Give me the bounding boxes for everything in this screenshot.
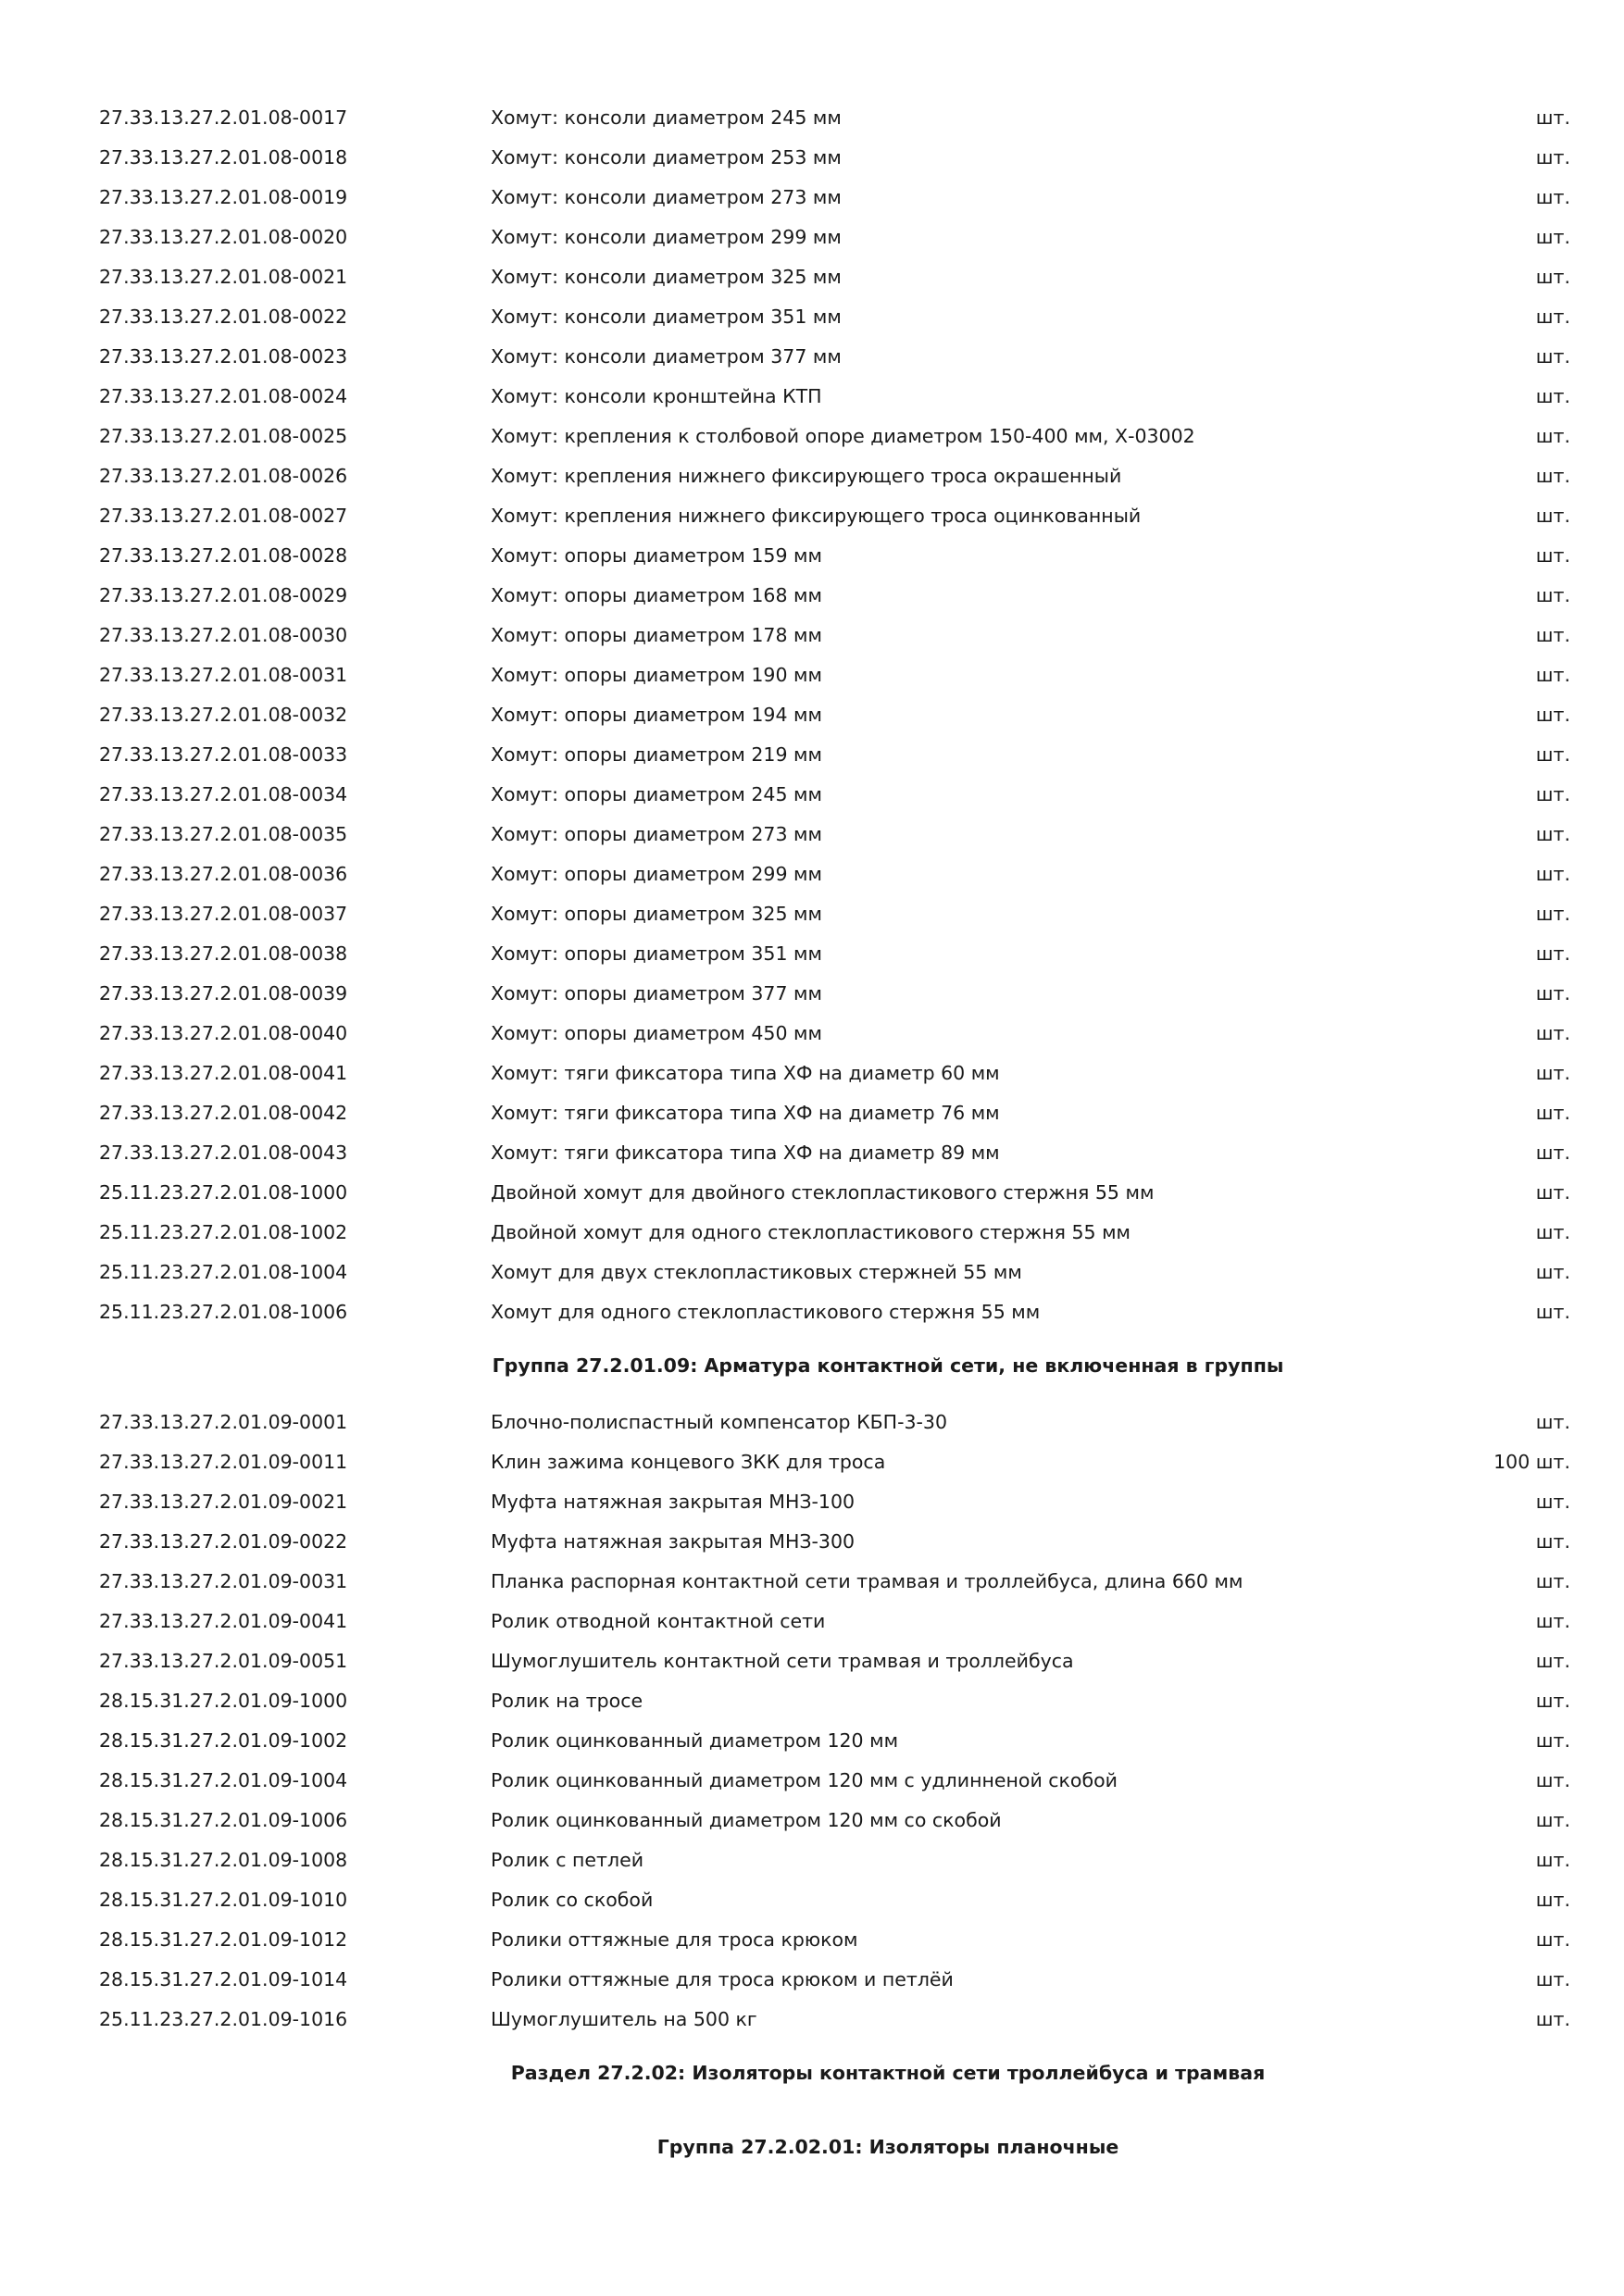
item-list-group-27-2-01-09	[0, 1403, 1624, 2040]
item-code: 27.33.13.27.2.01.09-0021	[99, 1491, 348, 1513]
item-code: 25.11.23.27.2.01.08-1004	[99, 1261, 348, 1283]
table-row	[0, 815, 1624, 855]
item-name: Ролик со скобой	[491, 1889, 654, 1911]
table-row	[0, 218, 1624, 257]
item-code: 27.33.13.27.2.01.09-0022	[99, 1530, 348, 1553]
item-code: 27.33.13.27.2.01.08-0038	[99, 942, 348, 965]
item-code: 27.33.13.27.2.01.08-0034	[99, 783, 348, 805]
item-name: Хомут: крепления нижнего фиксирующего троса окрашенный	[491, 465, 1122, 487]
table-row	[0, 2000, 1624, 2040]
table-row	[0, 735, 1624, 775]
item-code: 27.33.13.27.2.01.08-0032	[99, 704, 348, 726]
item-code: 27.33.13.27.2.01.08-0024	[99, 385, 348, 407]
table-row	[0, 377, 1624, 417]
item-unit: 100 шт.	[1493, 1451, 1570, 1473]
item-name: Ролик на тросе	[491, 1690, 643, 1712]
item-unit: шт.	[1535, 385, 1570, 407]
item-name: Хомут: тяги фиксатора типа ХФ на диаметр 76 мм	[491, 1102, 1000, 1124]
item-name: Шумоглушитель на 500 кг	[491, 2008, 757, 2030]
item-unit: шт.	[1535, 743, 1570, 766]
item-unit: шт.	[1535, 1102, 1570, 1124]
item-code: 27.33.13.27.2.01.08-0030	[99, 624, 348, 646]
table-row	[0, 616, 1624, 655]
item-code: 27.33.13.27.2.01.08-0036	[99, 863, 348, 885]
item-unit: шт.	[1535, 1022, 1570, 1044]
item-unit: шт.	[1535, 1610, 1570, 1632]
item-code: 27.33.13.27.2.01.08-0027	[99, 505, 348, 527]
table-row	[0, 337, 1624, 377]
item-code: 27.33.13.27.2.01.08-0025	[99, 425, 348, 447]
item-unit: шт.	[1535, 186, 1570, 208]
item-code: 27.33.13.27.2.01.08-0017	[99, 106, 348, 129]
item-name: Хомут: опоры диаметром 299 мм	[491, 863, 822, 885]
item-code: 27.33.13.27.2.01.08-0043	[99, 1142, 348, 1164]
item-code: 27.33.13.27.2.01.08-0028	[99, 544, 348, 567]
item-name: Хомут: крепления нижнего фиксирующего троса оцинкованный	[491, 505, 1142, 527]
item-code: 28.15.31.27.2.01.09-1012	[99, 1928, 348, 1951]
item-unit: шт.	[1535, 664, 1570, 686]
item-list-group-27-2-01-08	[0, 98, 1624, 1332]
item-unit: шт.	[1535, 783, 1570, 805]
item-code: 27.33.13.27.2.01.08-0019	[99, 186, 348, 208]
item-name: Хомут: консоли диаметром 253 мм	[491, 146, 842, 168]
item-code: 27.33.13.27.2.01.08-0042	[99, 1102, 348, 1124]
table-row	[0, 1761, 1624, 1801]
item-name: Ролик оцинкованный диаметром 120 мм	[491, 1729, 899, 1752]
item-code: 27.33.13.27.2.01.09-0041	[99, 1610, 348, 1632]
table-row	[0, 695, 1624, 735]
item-unit: шт.	[1535, 544, 1570, 567]
item-code: 27.33.13.27.2.01.08-0033	[99, 743, 348, 766]
item-name: Хомут: опоры диаметром 190 мм	[491, 664, 822, 686]
item-code: 27.33.13.27.2.01.08-0026	[99, 465, 348, 487]
table-row	[0, 934, 1624, 974]
item-name: Хомут: опоры диаметром 245 мм	[491, 783, 822, 805]
item-name: Хомут: тяги фиксатора типа ХФ на диаметр 60 мм	[491, 1062, 1000, 1084]
item-code: 27.33.13.27.2.01.09-0031	[99, 1570, 348, 1592]
item-code: 28.15.31.27.2.01.09-1002	[99, 1729, 348, 1752]
item-unit: шт.	[1535, 1889, 1570, 1911]
item-unit: шт.	[1535, 1690, 1570, 1712]
table-row	[0, 456, 1624, 496]
item-name: Хомут: опоры диаметром 351 мм	[491, 942, 822, 965]
item-code: 25.11.23.27.2.01.08-1002	[99, 1221, 348, 1243]
item-name: Шумоглушитель контактной сети трамвая и троллейбуса	[491, 1650, 1074, 1672]
item-name: Ролик отводной контактной сети	[491, 1610, 826, 1632]
table-row	[0, 1253, 1624, 1292]
item-name: Хомут: опоры диаметром 325 мм	[491, 903, 822, 925]
item-code: 28.15.31.27.2.01.09-1014	[99, 1968, 348, 1990]
table-row	[0, 1841, 1624, 1880]
item-code: 28.15.31.27.2.01.09-1000	[99, 1690, 348, 1712]
item-code: 28.15.31.27.2.01.09-1010	[99, 1889, 348, 1911]
item-name: Хомут для одного стеклопластикового стержня 55 мм	[491, 1301, 1041, 1323]
item-unit: шт.	[1535, 1729, 1570, 1752]
item-unit: шт.	[1535, 1650, 1570, 1672]
item-unit: шт.	[1535, 1928, 1570, 1951]
table-row	[0, 775, 1624, 815]
item-unit: шт.	[1535, 1769, 1570, 1791]
table-row	[0, 1133, 1624, 1173]
table-row	[0, 98, 1624, 138]
item-unit: шт.	[1535, 2008, 1570, 2030]
item-code: 27.33.13.27.2.01.08-0041	[99, 1062, 348, 1084]
item-name: Хомут: консоли диаметром 299 мм	[491, 226, 842, 248]
item-name: Хомут: опоры диаметром 159 мм	[491, 544, 822, 567]
item-unit: шт.	[1535, 266, 1570, 288]
item-name: Клин зажима концевого ЗКК для троса	[491, 1451, 886, 1473]
table-row	[0, 496, 1624, 536]
item-unit: шт.	[1535, 345, 1570, 368]
item-name: Блочно-полиспастный компенсатор КБП-3-30	[491, 1411, 948, 1433]
item-unit: шт.	[1535, 903, 1570, 925]
table-row	[0, 1960, 1624, 2000]
section-heading-27-2-02: Раздел 27.2.02: Изоляторы контактной сети троллейбуса и трамвая	[510, 2062, 1266, 2084]
item-unit: шт.	[1535, 1411, 1570, 1433]
item-name: Хомут: опоры диаметром 219 мм	[491, 743, 822, 766]
table-row	[0, 1562, 1624, 1602]
item-unit: шт.	[1535, 1062, 1570, 1084]
table-row	[0, 1403, 1624, 1442]
item-name: Хомут: опоры диаметром 194 мм	[491, 704, 822, 726]
table-row	[0, 1093, 1624, 1133]
item-name: Хомут: консоли диаметром 273 мм	[491, 186, 842, 208]
item-unit: шт.	[1535, 106, 1570, 129]
item-code: 27.33.13.27.2.01.08-0022	[99, 306, 348, 328]
table-row	[0, 855, 1624, 894]
item-code: 25.11.23.27.2.01.08-1006	[99, 1301, 348, 1323]
item-code: 25.11.23.27.2.01.08-1000	[99, 1181, 348, 1204]
table-row	[0, 576, 1624, 616]
table-row	[0, 1442, 1624, 1482]
item-unit: шт.	[1535, 823, 1570, 845]
table-row	[0, 1014, 1624, 1054]
item-name: Ролики оттяжные для троса крюком	[491, 1928, 858, 1951]
item-name: Хомут: консоли диаметром 245 мм	[491, 106, 842, 129]
table-row	[0, 1681, 1624, 1721]
item-name: Хомут: крепления к столбовой опоре диаметром 150-400 мм, Х-03002	[491, 425, 1195, 447]
table-row	[0, 536, 1624, 576]
item-name: Хомут: опоры диаметром 450 мм	[491, 1022, 822, 1044]
item-unit: шт.	[1535, 465, 1570, 487]
table-row	[0, 1482, 1624, 1522]
item-unit: шт.	[1535, 1181, 1570, 1204]
item-name: Хомут: консоли диаметром 325 мм	[491, 266, 842, 288]
item-code: 27.33.13.27.2.01.08-0035	[99, 823, 348, 845]
table-row	[0, 1920, 1624, 1960]
item-unit: шт.	[1535, 146, 1570, 168]
item-code: 27.33.13.27.2.01.08-0039	[99, 982, 348, 1004]
item-code: 28.15.31.27.2.01.09-1008	[99, 1849, 348, 1871]
item-name: Ролик оцинкованный диаметром 120 мм со скобой	[491, 1809, 1002, 1831]
item-unit: шт.	[1535, 863, 1570, 885]
item-code: 27.33.13.27.2.01.08-0029	[99, 584, 348, 606]
item-code: 27.33.13.27.2.01.09-0051	[99, 1650, 348, 1672]
table-row	[0, 1173, 1624, 1213]
item-code: 25.11.23.27.2.01.09-1016	[99, 2008, 348, 2030]
item-unit: шт.	[1535, 306, 1570, 328]
table-row	[0, 655, 1624, 695]
item-name: Хомут для двух стеклопластиковых стержней 55 мм	[491, 1261, 1022, 1283]
item-name: Ролик оцинкованный диаметром 120 мм с удлинненой скобой	[491, 1769, 1118, 1791]
item-code: 27.33.13.27.2.01.08-0018	[99, 146, 348, 168]
item-code: 27.33.13.27.2.01.08-0023	[99, 345, 348, 368]
item-unit: шт.	[1535, 1142, 1570, 1164]
item-name: Хомут: опоры диаметром 377 мм	[491, 982, 822, 1004]
table-row	[0, 297, 1624, 337]
item-name: Хомут: консоли диаметром 377 мм	[491, 345, 842, 368]
item-name: Хомут: консоли кронштейна КТП	[491, 385, 822, 407]
item-code: 27.33.13.27.2.01.08-0020	[99, 226, 348, 248]
table-row	[0, 1522, 1624, 1562]
item-name: Двойной хомут для одного стеклопластикового стержня 55 мм	[491, 1221, 1131, 1243]
table-row	[0, 138, 1624, 178]
item-unit: шт.	[1535, 1968, 1570, 1990]
item-name: Ролик с петлей	[491, 1849, 644, 1871]
table-row	[0, 257, 1624, 297]
item-code: 27.33.13.27.2.01.09-0001	[99, 1411, 348, 1433]
item-name: Муфта натяжная закрытая МНЗ-100	[491, 1491, 856, 1513]
group-heading-27-2-01-09: Группа 27.2.01.09: Арматура контактной сети, не включенная в группы	[492, 1354, 1284, 1377]
item-unit: шт.	[1535, 584, 1570, 606]
item-name: Хомут: тяги фиксатора типа ХФ на диаметр 89 мм	[491, 1142, 1000, 1164]
item-code: 27.33.13.27.2.01.09-0011	[99, 1451, 348, 1473]
item-code: 28.15.31.27.2.01.09-1004	[99, 1769, 348, 1791]
item-name: Планка распорная контактной сети трамвая и троллейбуса, длина 660 мм	[491, 1570, 1243, 1592]
item-name: Муфта натяжная закрытая МНЗ-300	[491, 1530, 856, 1553]
table-row	[0, 1721, 1624, 1761]
item-name: Хомут: опоры диаметром 168 мм	[491, 584, 822, 606]
table-row	[0, 894, 1624, 934]
item-unit: шт.	[1535, 1570, 1570, 1592]
table-row	[0, 974, 1624, 1014]
table-row	[0, 1602, 1624, 1641]
table-row	[0, 1213, 1624, 1253]
item-code: 27.33.13.27.2.01.08-0037	[99, 903, 348, 925]
item-name: Хомут: опоры диаметром 273 мм	[491, 823, 822, 845]
item-name: Двойной хомут для двойного стеклопластикового стержня 55 мм	[491, 1181, 1155, 1204]
item-unit: шт.	[1535, 1301, 1570, 1323]
item-unit: шт.	[1535, 704, 1570, 726]
item-unit: шт.	[1535, 425, 1570, 447]
item-unit: шт.	[1535, 1530, 1570, 1553]
item-unit: шт.	[1535, 1221, 1570, 1243]
item-unit: шт.	[1535, 1809, 1570, 1831]
table-row	[0, 1054, 1624, 1093]
table-row	[0, 1880, 1624, 1920]
item-unit: шт.	[1535, 1261, 1570, 1283]
item-code: 27.33.13.27.2.01.08-0031	[99, 664, 348, 686]
table-row	[0, 1801, 1624, 1841]
table-row	[0, 1292, 1624, 1332]
item-unit: шт.	[1535, 1849, 1570, 1871]
item-unit: шт.	[1535, 505, 1570, 527]
item-code: 28.15.31.27.2.01.09-1006	[99, 1809, 348, 1831]
table-row	[0, 417, 1624, 456]
item-name: Хомут: опоры диаметром 178 мм	[491, 624, 822, 646]
table-row	[0, 178, 1624, 218]
group-heading-27-2-02-01: Группа 27.2.02.01: Изоляторы планочные	[656, 2136, 1119, 2158]
item-unit: шт.	[1535, 1491, 1570, 1513]
item-name: Хомут: консоли диаметром 351 мм	[491, 306, 842, 328]
item-unit: шт.	[1535, 624, 1570, 646]
item-name: Ролики оттяжные для троса крюком и петлёй	[491, 1968, 954, 1990]
item-unit: шт.	[1535, 226, 1570, 248]
item-unit: шт.	[1535, 982, 1570, 1004]
item-code: 27.33.13.27.2.01.08-0021	[99, 266, 348, 288]
item-unit: шт.	[1535, 942, 1570, 965]
item-code: 27.33.13.27.2.01.08-0040	[99, 1022, 348, 1044]
table-row	[0, 1641, 1624, 1681]
